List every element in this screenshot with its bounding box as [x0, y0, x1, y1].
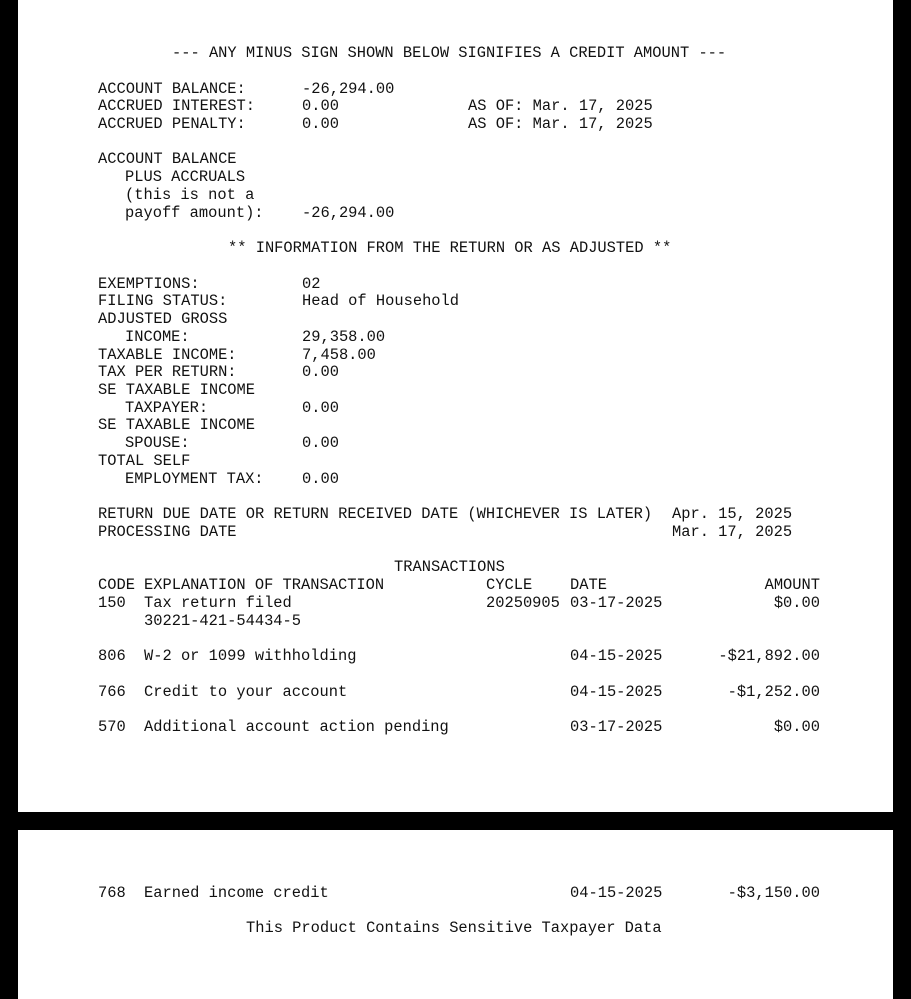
se-taxpayer-label-1: SE TAXABLE INCOME: [98, 381, 256, 399]
table-row-amount: $0.00: [773, 718, 820, 736]
total-se-label-1: TOTAL SELF: [98, 452, 191, 470]
due-date-value: Apr. 15, 2025: [672, 505, 793, 523]
filing-status-label: FILING STATUS:: [98, 292, 228, 310]
table-row-explanation: Earned income credit: [144, 884, 329, 902]
credit-note: --- ANY MINUS SIGN SHOWN BELOW SIGNIFIES A CREDIT AMOUNT ---: [172, 44, 727, 62]
processing-date-label: PROCESSING DATE: [98, 523, 237, 541]
tax-per-return-label: TAX PER RETURN:: [98, 363, 237, 381]
account-balance-value: -26,294.00: [302, 80, 395, 98]
se-spouse-value: 0.00: [302, 434, 339, 452]
se-spouse-label-1: SE TAXABLE INCOME: [98, 416, 256, 434]
table-row-code: 766: [98, 683, 126, 701]
table-row-amount: -$21,892.00: [718, 647, 820, 665]
accrued-penalty-asof: AS OF: Mar. 17, 2025: [468, 115, 653, 133]
accrued-penalty-value: 0.00: [302, 115, 339, 133]
plus-accruals-label-2: PLUS ACCRUALS: [125, 168, 246, 186]
table-row-cycle: 20250905: [486, 594, 560, 612]
table-row-code: 806: [98, 647, 126, 665]
plus-accruals-label-3: (this is not a: [125, 186, 255, 204]
table-row-amount: $0.00: [773, 594, 820, 612]
col-header-amount: AMOUNT: [764, 576, 820, 594]
sensitive-data-footer: This Product Contains Sensitive Taxpayer Data: [246, 919, 662, 937]
return-info-heading: ** INFORMATION FROM THE RETURN OR AS ADJUSTED **: [228, 239, 672, 257]
plus-accruals-label-4: payoff amount):: [125, 204, 264, 222]
table-row-code: 150: [98, 594, 126, 612]
agi-label-2: INCOME:: [125, 328, 190, 346]
accrued-interest-label: ACCRUED INTEREST:: [98, 97, 256, 115]
taxable-income-value: 7,458.00: [302, 346, 376, 364]
table-row-code: 768: [98, 884, 126, 902]
accrued-interest-asof: AS OF: Mar. 17, 2025: [468, 97, 653, 115]
agi-value: 29,358.00: [302, 328, 386, 346]
col-header-code: CODE: [98, 576, 135, 594]
transcript-page-2: [18, 830, 893, 999]
col-header-explanation: EXPLANATION OF TRANSACTION: [144, 576, 385, 594]
filing-status-value: Head of Household: [302, 292, 460, 310]
se-spouse-label-2: SPOUSE:: [125, 434, 190, 452]
table-row-amount: -$3,150.00: [727, 884, 820, 902]
col-header-cycle: CYCLE: [486, 576, 533, 594]
taxable-income-label: TAXABLE INCOME:: [98, 346, 237, 364]
table-row-code: 570: [98, 718, 126, 736]
accrued-penalty-label: ACCRUED PENALTY:: [98, 115, 246, 133]
se-taxpayer-value: 0.00: [302, 399, 339, 417]
transactions-title: TRANSACTIONS: [394, 558, 505, 576]
table-row-date: 04-15-2025: [570, 647, 663, 665]
total-se-value: 0.00: [302, 470, 339, 488]
table-row-date: 04-15-2025: [570, 884, 663, 902]
account-balance-label: ACCOUNT BALANCE:: [98, 80, 246, 98]
table-row-document-number: 30221-421-54434-5: [144, 612, 302, 630]
table-row-explanation: Tax return filed: [144, 594, 292, 612]
table-row-amount: -$1,252.00: [727, 683, 820, 701]
exemptions-value: 02: [302, 275, 321, 293]
accrued-interest-value: 0.00: [302, 97, 339, 115]
transcript-page-1: [18, 0, 893, 812]
exemptions-label: EXEMPTIONS:: [98, 275, 200, 293]
table-row-explanation: Additional account action pending: [144, 718, 449, 736]
agi-label-1: ADJUSTED GROSS: [98, 310, 228, 328]
table-row-explanation: Credit to your account: [144, 683, 348, 701]
col-header-date: DATE: [570, 576, 607, 594]
se-taxpayer-label-2: TAXPAYER:: [125, 399, 209, 417]
table-row-explanation: W-2 or 1099 withholding: [144, 647, 357, 665]
table-row-date: 04-15-2025: [570, 683, 663, 701]
plus-accruals-value: -26,294.00: [302, 204, 395, 222]
plus-accruals-label-1: ACCOUNT BALANCE: [98, 150, 237, 168]
table-row-date: 03-17-2025: [570, 594, 663, 612]
processing-date-value: Mar. 17, 2025: [672, 523, 793, 541]
table-row-date: 03-17-2025: [570, 718, 663, 736]
due-date-label: RETURN DUE DATE OR RETURN RECEIVED DATE (WHICHEVER IS LATER): [98, 505, 653, 523]
total-se-label-2: EMPLOYMENT TAX:: [125, 470, 264, 488]
tax-per-return-value: 0.00: [302, 363, 339, 381]
